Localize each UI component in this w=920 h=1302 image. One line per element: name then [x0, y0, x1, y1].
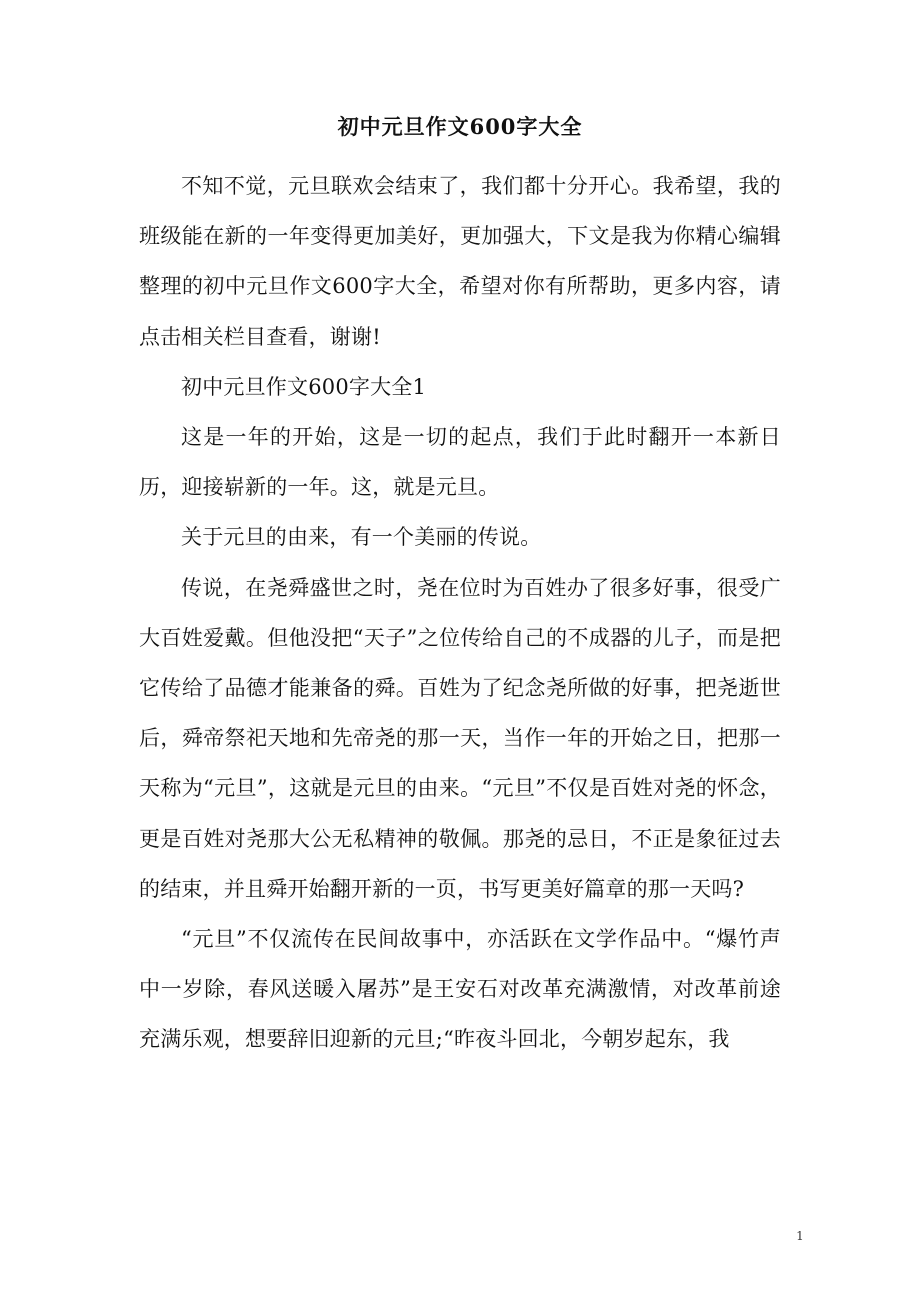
- page-number: 1: [796, 1229, 804, 1243]
- document-body: [139, 161, 781, 1065]
- paragraph: “元旦”不仅流传在民间故事中，亦活跃在文学作品中。“爆竹声中一岁除，春风送暖入屠苏”是王安石对改革充满激情，对改革前途充满乐观，想要辞旧迎新的元旦;“昨夜斗回北，今朝岁起东，我: [139, 927, 781, 1052]
- section-heading: 初中元旦作文600字大全1: [181, 374, 427, 399]
- paragraph: 传说，在尧舜盛世之时，尧在位时为百姓办了很多好事，很受广大百姓爱戴。但他没把“天子”之位传给自己的不成器的儿子，而是把它传给了品德才能兼备的舜。百姓为了纪念尧所做的好事，把尧逝世后，舜帝祭祀天地和先帝尧的那一天，当作一年的开始之日，把那一天称为“元旦”，这就是元旦的由来。“元旦”不仅是百姓对尧的怀念，更是百姓对尧那大公无私精神的敬佩。那尧的忌日，不正是象征过去的结束，并且舜开始翻开新的一页，书写更美好篇章的那一天吗?: [139, 575, 781, 901]
- document-title: 初中元旦作文600字大全: [337, 114, 583, 139]
- paragraph: 这是一年的开始，这是一切的起点，我们于此时翻开一本新日历，迎接崭新的一年。这，就是元旦。: [139, 425, 781, 500]
- paragraph: 关于元旦的由来，有一个美丽的传说。: [181, 525, 542, 550]
- paragraph-intro: 不知不觉，元旦联欢会结束了，我们都十分开心。我希望，我的班级能在新的一年变得更加美好，更加强大，下文是我为你精心编辑整理的初中元旦作文600字大全，希望对你有所帮助，更多内容，请点击相关栏目查看，谢谢!: [139, 174, 781, 349]
